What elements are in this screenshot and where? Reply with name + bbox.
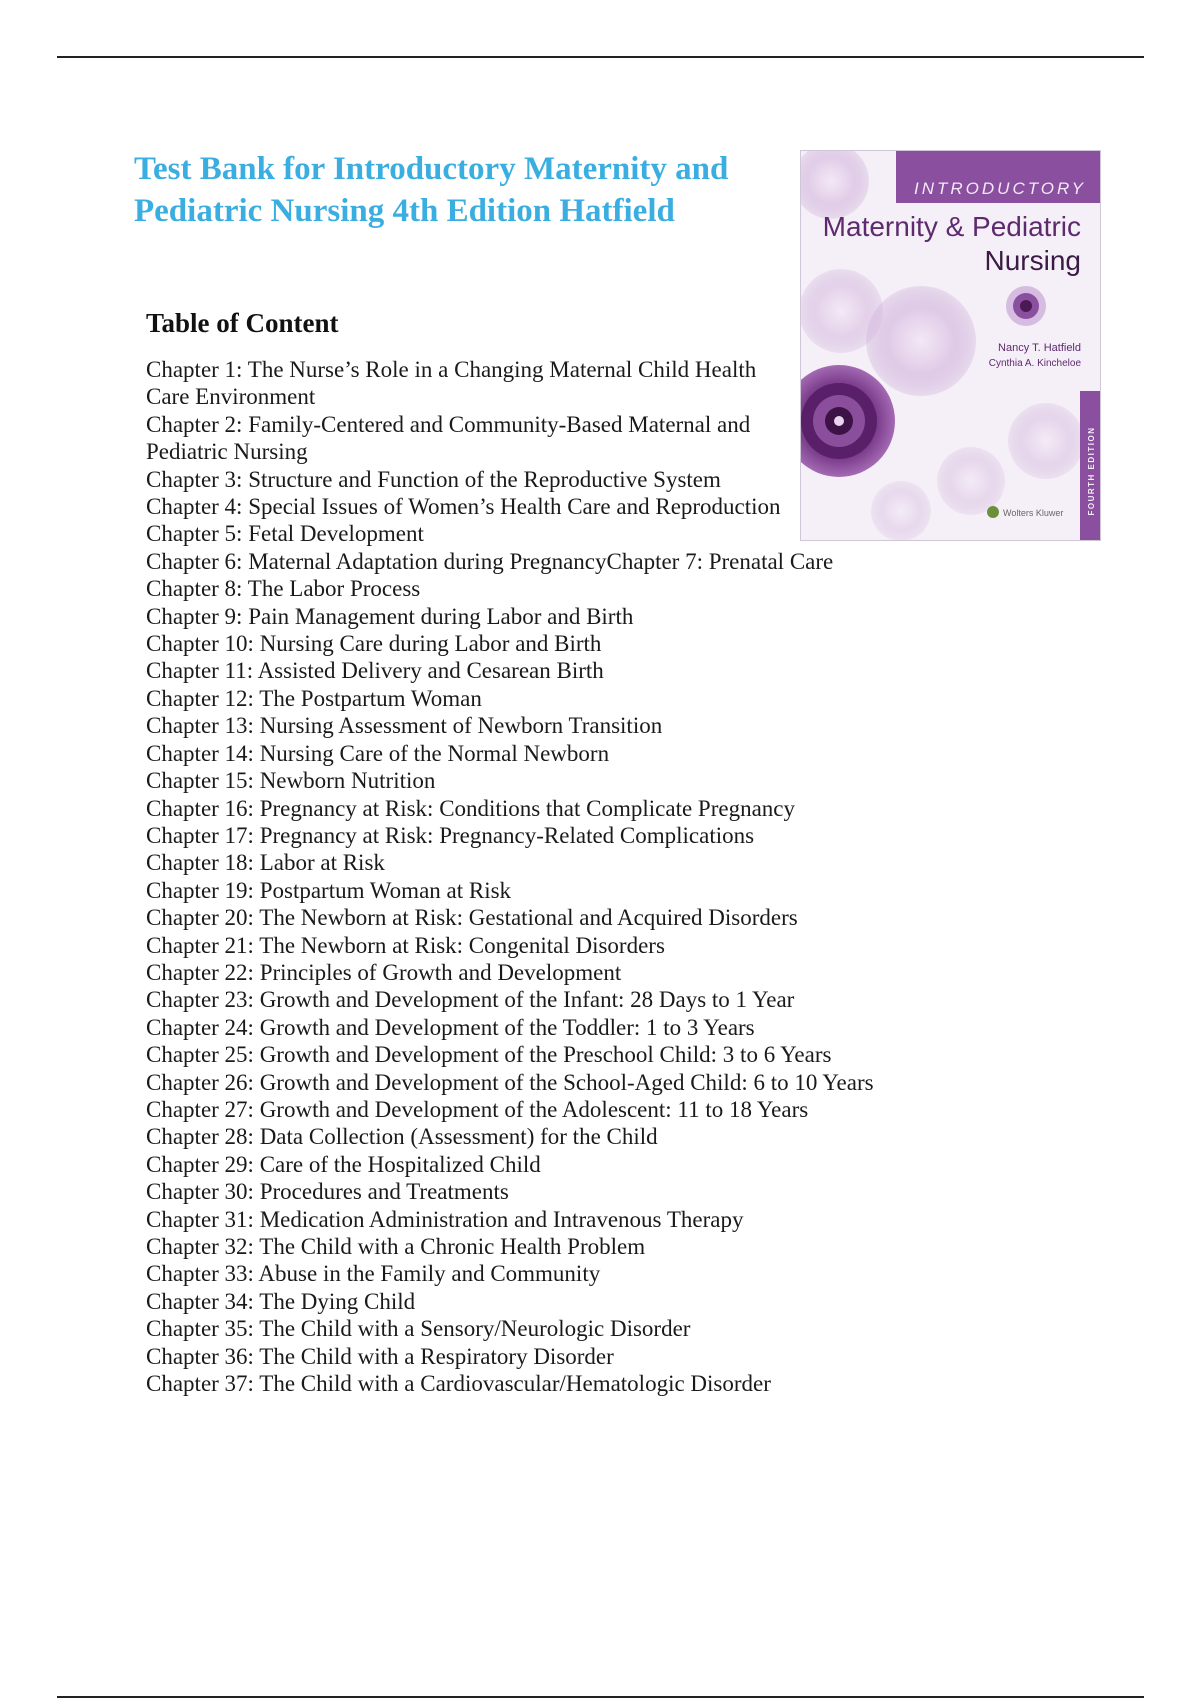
toc-item: Chapter 21: The Newborn at Risk: Congenital Disorders: [146, 932, 665, 958]
toc-item: Chapter 26: Growth and Development of the School-Aged Child: 6 to 10 Years: [146, 1069, 874, 1095]
toc-item: Chapter 28: Data Collection (Assessment) for the Child: [146, 1124, 658, 1150]
cover-author1: Nancy T. Hatfield: [998, 342, 1081, 354]
toc-item: Chapter 19: Postpartum Woman at Risk: [146, 877, 512, 903]
toc-item: Chapter 22: Principles of Growth and Development: [146, 959, 622, 985]
toc-item: Chapter 13: Nursing Assessment of Newborn Transition: [146, 713, 663, 739]
toc-item: Chapter 30: Procedures and Treatments: [146, 1179, 509, 1205]
toc-item: Chapter 10: Nursing Care during Labor and Birth: [146, 631, 602, 657]
toc-item: Chapter 23: Growth and Development of the Infant: 28 Days to 1 Year: [146, 987, 795, 1013]
toc-item: Chapter 33: Abuse in the Family and Community: [146, 1261, 601, 1287]
toc-item: Chapter 11: Assisted Delivery and Cesarean Birth: [146, 658, 604, 684]
toc-item: Chapter 6: Maternal Adaptation during PregnancyChapter 7: Prenatal Care: [146, 548, 834, 574]
toc-item: Chapter 37: The Child with a Cardiovascular/Hematologic Disorder: [146, 1371, 771, 1397]
toc-item: Chapter 3: Structure and Function of the Reproductive System: [146, 466, 721, 492]
toc-item: Chapter 35: The Child with a Sensory/Neurologic Disorder: [146, 1316, 691, 1342]
toc-item: Chapter 20: The Newborn at Risk: Gestational and Acquired Disorders: [146, 905, 798, 931]
toc-item: Chapter 24: Growth and Development of the Toddler: 1 to 3 Years: [146, 1014, 755, 1040]
cover-author2: Cynthia A. Kincheloe: [988, 358, 1081, 369]
bottom-rule: [57, 1696, 1144, 1698]
toc-item: Chapter 1: The Nurse’s Role in a Changing Maternal Child Health Care Environment: [146, 357, 757, 410]
toc-item: Chapter 32: The Child with a Chronic Health Problem: [146, 1234, 646, 1259]
document-title: Test Bank for Introductory Maternity and Pediatric Nursing 4th Edition Hatfield: [134, 151, 729, 229]
toc-item: Chapter 16: Pregnancy at Risk: Conditions that Complicate Pregnancy: [146, 795, 795, 821]
toc-heading: Table of Content: [146, 308, 339, 338]
cover-edition: FOURTH EDITION: [1087, 426, 1096, 516]
top-rule: [57, 56, 1144, 58]
toc-item: Chapter 15: Newborn Nutrition: [146, 768, 436, 794]
toc-item: Chapter 2: Family-Centered and Community-Based Maternal and Pediatric Nursing: [146, 411, 751, 465]
toc-item: Chapter 9: Pain Management during Labor and Birth: [146, 603, 634, 629]
toc-item: Chapter 17: Pregnancy at Risk: Pregnancy-Related Complications: [146, 822, 755, 848]
cover-title-line1: Maternity & Pediatric: [822, 211, 1081, 242]
cover-series: INTRODUCTORY: [914, 179, 1086, 198]
toc-item: Chapter 18: Labor at Risk: [146, 850, 385, 876]
toc-item: Chapter 34: The Dying Child: [146, 1288, 416, 1314]
toc-item: Chapter 27: Growth and Development of the Adolescent: 11 to 18 Years: [146, 1096, 809, 1122]
toc-item: Chapter 25: Growth and Development of the Preschool Child: 3 to 6 Years: [146, 1042, 832, 1068]
toc-item: Chapter 14: Nursing Care of the Normal Newborn: [146, 740, 610, 766]
toc-item: Chapter 4: Special Issues of Women’s Health Care and Reproduction: [146, 494, 781, 520]
toc-item: Chapter 12: The Postpartum Woman: [146, 685, 482, 711]
cover-publisher: Wolters Kluwer: [1003, 508, 1064, 518]
toc-item: Chapter 36: The Child with a Respiratory Disorder: [146, 1343, 614, 1369]
toc-item: Chapter 5: Fetal Development: [146, 521, 424, 547]
cover-title-line2: Nursing: [984, 245, 1081, 276]
toc-item: Chapter 29: Care of the Hospitalized Child: [146, 1151, 541, 1177]
toc-item: Chapter 8: The Labor Process: [146, 576, 421, 602]
cover-small-flower: [1006, 286, 1046, 326]
toc-list: [146, 356, 1006, 1397]
toc-item: Chapter 31: Medication Administration and Intravenous Therapy: [146, 1206, 744, 1232]
